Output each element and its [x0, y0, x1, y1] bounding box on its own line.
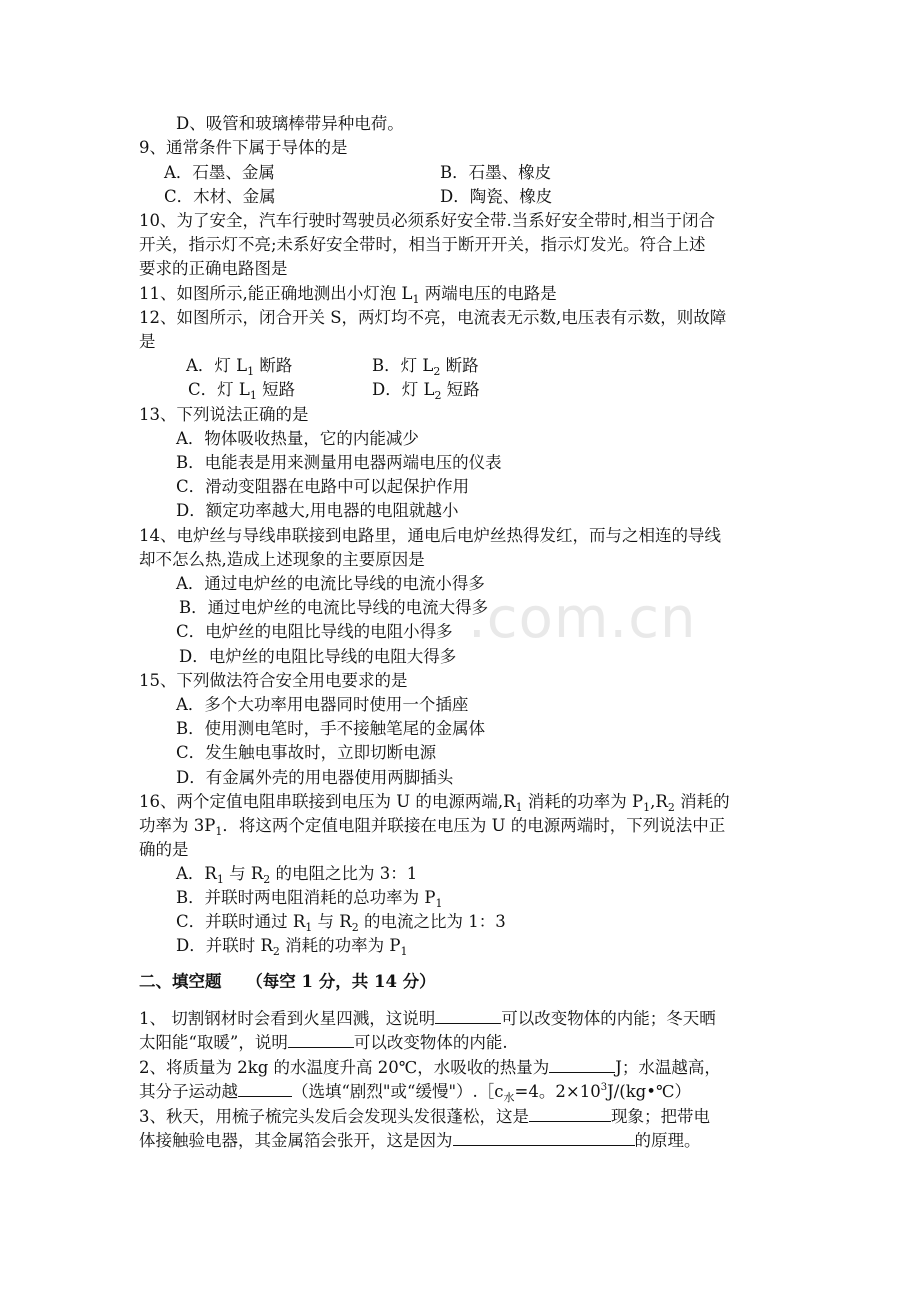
watermark: .com.cn — [468, 586, 697, 651]
q15-stem: 15、下列做法符合安全用电要求的是 — [139, 671, 408, 690]
q14-option-c: C．电炉丝的电阻比导线的电阻小得多 — [176, 622, 453, 641]
q14-line-2: 却不怎么热,造成上述现象的主要原因是 — [139, 550, 425, 569]
q11-stem: 11、如图所示,能正确地测出小灯泡 $L_1$ 两端电压的电路是 — [139, 284, 557, 306]
q13-stem: 13、下列说法正确的是 — [139, 405, 309, 424]
answer-blank[interactable] — [453, 1127, 635, 1146]
fill-2-line-1: 2、将质量为 2kg 的水温度升高 20℃，水吸收的热量为 J；水温越高， — [139, 1054, 721, 1080]
q13-option-b: B．电能表是用来测量用电器两端电压的仪表 — [176, 453, 502, 472]
q16-line-2: 功率为 $3P_1$．将这两个定值电阻并联接在电压为 U 的电源两端时，下列说法中正 — [139, 816, 726, 838]
q12-option-c: C．灯 $L_1$ 短路 — [188, 380, 296, 402]
answer-blank[interactable] — [435, 1005, 501, 1024]
answer-blank[interactable] — [529, 1103, 611, 1122]
q14-option-a: A．通过电炉丝的电流比导线的电流小得多 — [176, 574, 485, 593]
fill-3-line-1: 3、秋天，用梳子梳完头发后会发现头发很蓬松，这是 现象；把带电 — [139, 1103, 710, 1129]
q12-option-a: A．灯 $L_1$ 断路 — [186, 356, 293, 378]
q16-option-c: C．并联时通过 $R_1$ 与 $R_2$ 的电流之比为 1：3 — [176, 912, 506, 934]
answer-blank[interactable] — [288, 1029, 354, 1048]
fill-3-line-2: 体接触验电器，其金属箔会张开，这是因为 的原理。 — [139, 1127, 701, 1153]
q13-option-c: C．滑动变阻器在电路中可以起保护作用 — [176, 477, 470, 496]
q9-option-c: C．木材、金属 — [164, 187, 276, 206]
q12-line-2: 是 — [139, 332, 156, 351]
answer-blank[interactable] — [549, 1054, 615, 1073]
fill-1-line-1: 1、 切割钢材时会看到火星四溅，这说明 可以改变物体的内能；冬天晒 — [139, 1005, 716, 1031]
q16-option-d: D．并联时 $R_2$ 消耗的功率为 $P_1$ — [176, 936, 408, 958]
q12-option-d: D．灯 $L_2$ 短路 — [372, 380, 480, 402]
q13-option-a: A．物体吸收热量，它的内能减少 — [176, 429, 419, 448]
q12-line-1: 12、如图所示，闭合开关 S，两灯均不亮，电流表无示数,电压表有示数，则故障 — [139, 308, 727, 327]
section-2-heading: 二、填空题 （每空 1 分，共 14 分） — [139, 972, 436, 991]
answer-blank[interactable] — [238, 1078, 292, 1097]
q15-option-a: A．多个大功率用电器同时使用一个插座 — [176, 695, 469, 714]
q10-line-3: 要求的正确电路图是 — [139, 259, 288, 278]
q9-option-d: D．陶瓷、橡皮 — [440, 187, 553, 206]
q15-option-d: D．有金属外壳的用电器使用两脚插头 — [176, 768, 454, 787]
q14-line-1: 14、电炉丝与导线串联接到电路里，通电后电炉丝热得发红，而与之相连的导线 — [139, 526, 721, 545]
q14-option-b: B．通过电炉丝的电流比导线的电流大得多 — [179, 598, 489, 617]
q16-line-3: 确的是 — [139, 840, 189, 859]
q15-option-c: C．发生触电事故时，立即切断电源 — [176, 743, 437, 762]
q16-option-a: A．$R_1$ 与 $R_2$ 的电阻之比为 3：1 — [176, 864, 418, 886]
q16-line-1: 16、两个定值电阻串联接到电压为 U 的电源两端$,R_1$ 消耗的功率为 $P_1,R_2$ 消耗的 — [139, 792, 730, 814]
q8-option-d: D、吸管和玻璃棒带异种电荷。 — [176, 114, 404, 133]
fill-1-line-2: 太阳能“取暖”，说明 可以改变物体的内能. — [139, 1029, 508, 1055]
q9-option-b: B．石墨、橡皮 — [440, 163, 552, 182]
fill-2-line-2: 其分子运动越 （选填“剧烈"或“缓慢"）$.[c_水=4$。$2\times 10^3J/(kg•℃)$ — [139, 1078, 691, 1107]
q14-option-d: D．电炉丝的电阻比导线的电阻大得多 — [179, 647, 457, 666]
q9-option-a: A．石墨、金属 — [164, 163, 275, 182]
q15-option-b: B．使用测电笔时，手不接触笔尾的金属体 — [176, 719, 486, 738]
q10-line-2: 开关，指示灯不亮;未系好安全带时，相当于断开开关，指示灯发光。符合上述 — [139, 235, 706, 254]
q13-option-d: D．额定功率越大,用电器的电阻就越小 — [176, 501, 459, 520]
q9-stem: 9、通常条件下属于导体的是 — [139, 138, 348, 157]
q12-option-b: B．灯 $L_2$ 断路 — [372, 356, 479, 378]
q10-line-1: 10、为了安全，汽车行驶时驾驶员必须系好安全带.当系好安全带时,相当于闭合 — [139, 211, 715, 230]
q16-option-b: B．并联时两电阻消耗的总功率为 $P_1$ — [176, 888, 443, 910]
